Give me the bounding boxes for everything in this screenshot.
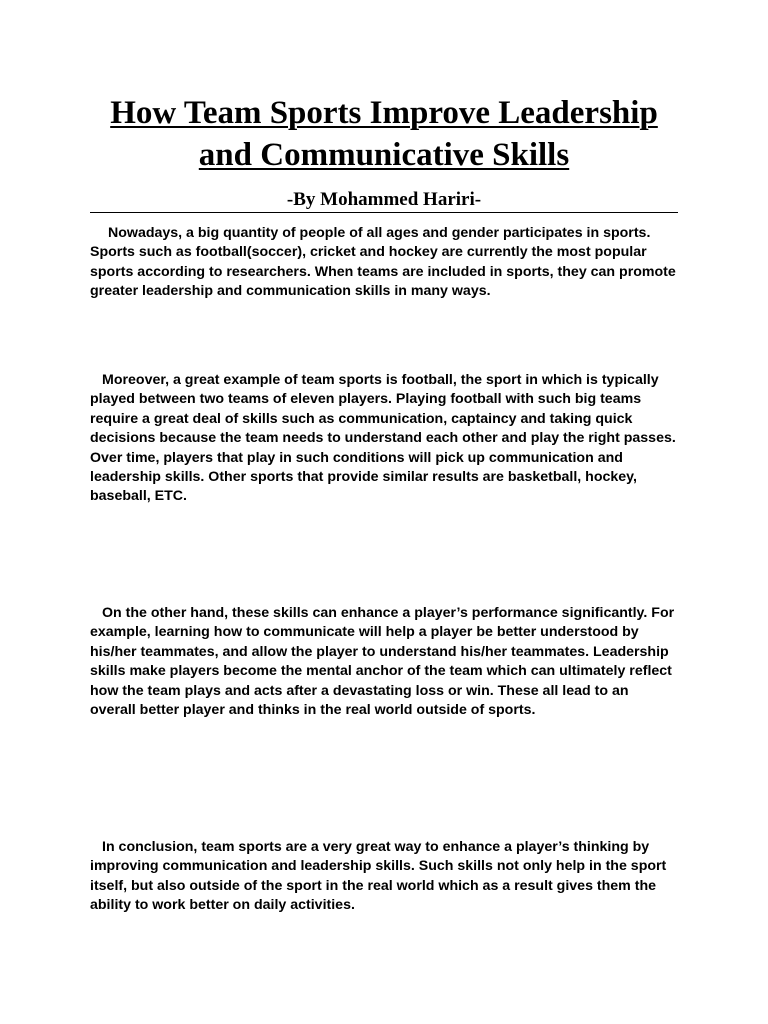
document-page: [90, 0, 678, 1024]
byline-divider: [90, 212, 678, 213]
document-title: [90, 92, 678, 176]
document-title-line-2: and Communicative Skills: [198, 137, 570, 173]
paragraph-introduction: Nowadays, a big quantity of people of all ages and gender participates in sports. Sports such as football(soccer), cricket and hockey are currently the most popular sports according to researchers. When teams are included in sports, they can promote greater leadership and communication skills in many ways.: [90, 225, 680, 300]
document-title-line-1: How Team Sports Improve Leadership: [110, 95, 658, 131]
paragraph-performance: On the other hand, these skills can enhance a player’s performance significantly. For example, learning how to communicate will help a player be better understood by his/her teammates, and allow the player to understand his/her teammates. Leadership skills make players become the mental anchor of the team which can ultimately reflect how the team plays and acts after a devastating loss or win. These all lead to an overall better player and thinks in the real world outside of sports.: [90, 605, 679, 719]
paragraph-football-example: Moreover, a great example of team sports is football, the sport in which is typically played between two teams of eleven players. Playing football with such big teams require a great deal of skills such as communication, captaincy and taking quick decisions because the team needs to understand each other and play the right passes. Over time, players that play in such conditions will pick up communication and leadership skills. Other sports that provide similar results are basketball, hockey, baseball, ETC.: [90, 372, 680, 505]
author-byline: -By Mohammed Hariri-: [286, 189, 482, 210]
paragraph-conclusion: In conclusion, team sports are a very great way to enhance a player’s thinking by improving communication and leadership skills. Such skills not only help in the sport itself, but also outside of the sport in the real world which as a result gives them the ability to work better on daily activities.: [90, 839, 671, 914]
